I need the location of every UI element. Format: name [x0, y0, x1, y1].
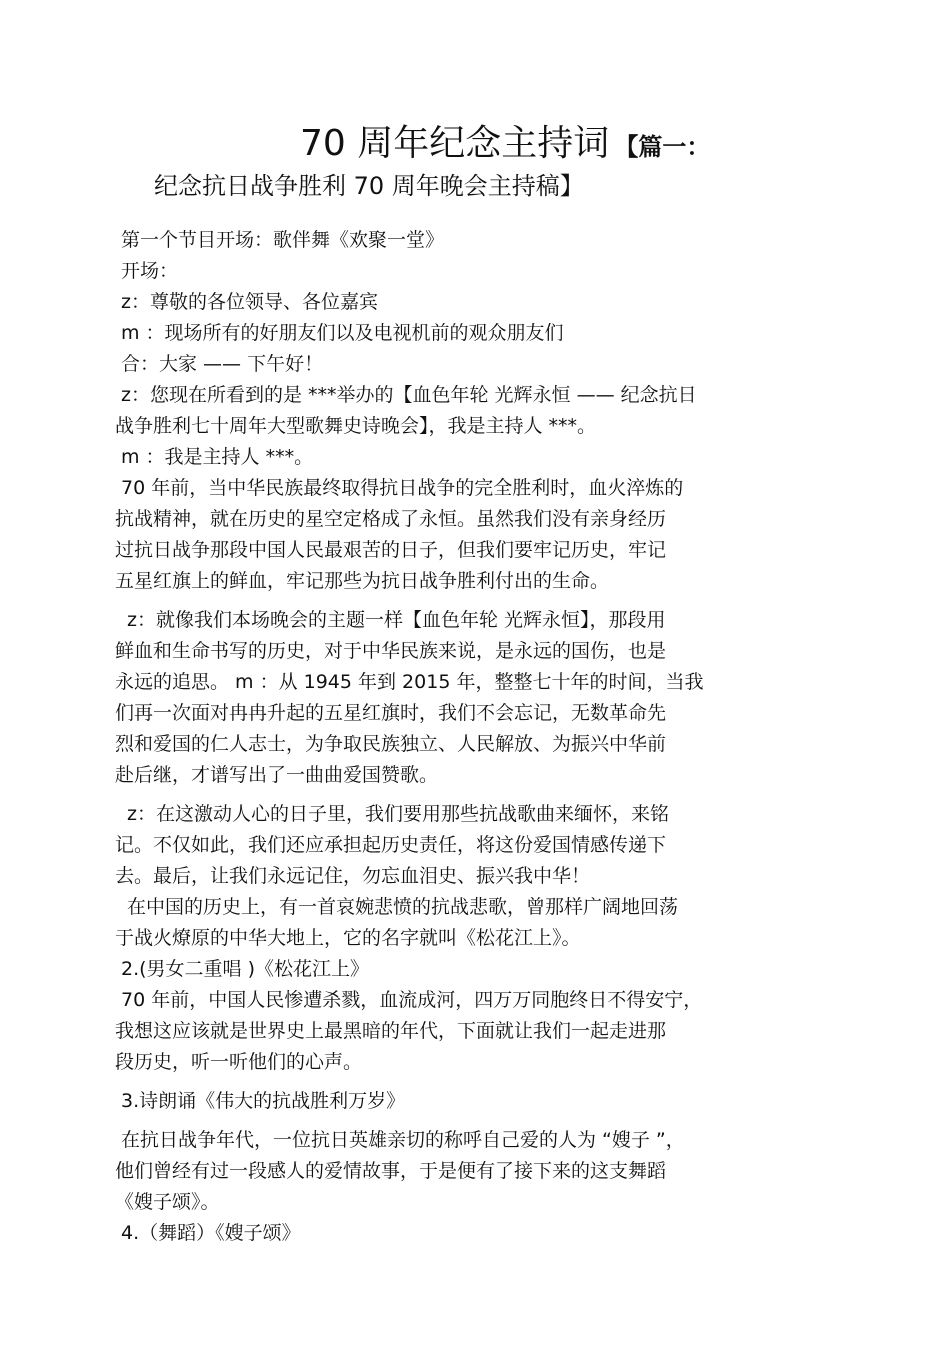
text-line: 于战火燎原的中华大地上，它的名字就叫《松花江上》。	[115, 927, 581, 949]
text-line: 过抗日战争那段中国人民最艰苦的日子，但我们要牢记历史，牢记	[115, 539, 667, 561]
text-line: m ：我是主持人 ***。	[121, 446, 314, 468]
text-line: 鲜血和生命书写的历史，对于中华民族来说，是永远的国伤，也是	[115, 640, 667, 662]
text-line: 在抗日战争年代，一位抗日英雄亲切的称呼自己爱的人为 “嫂子 ”，	[121, 1129, 685, 1151]
text-line: 段历史，听一听他们的心声。	[115, 1051, 363, 1073]
text-line: z：您现在所看到的是 ***举办的【血色年轮 光辉永恒 —— 纪念抗日	[121, 384, 697, 406]
text-line: z：在这激动人心的日子里，我们要用那些抗战歌曲来缅怀，来铭	[127, 803, 669, 825]
program-item: 2.(男女二重唱 )《松花江上》	[121, 958, 369, 980]
text-line: 五星红旗上的鲜血，牢记那些为抗日战争胜利付出的生命。	[115, 570, 610, 592]
text-line: m ：现场所有的好朋友们以及电视机前的观众朋友们	[121, 322, 564, 344]
text-line: 记。不仅如此，我们还应承担起历史责任，将这份爱国情感传递下	[115, 834, 667, 856]
text-line: 永远的追思。 m ：从 1945 年到 2015 年，整整七十年的时间，当我	[115, 671, 704, 693]
title-subtitle-start: 【篇一：	[614, 133, 711, 161]
text-line: 他们曾经有过一段感人的爱情故事，于是便有了接下来的这支舞蹈	[115, 1160, 667, 1182]
text-line: 抗战精神，就在历史的星空定格成了永恒。虽然我们没有亲身经历	[115, 508, 667, 530]
text-line: 我想这应该就是世界史上最黑暗的年代，下面就让我们一起走进那	[115, 1020, 667, 1042]
text-line: 烈和爱国的仁人志士，为争取民族独立、人民解放、为振兴中华前	[115, 733, 667, 755]
text-line: 赴后继，才谱写出了一曲曲爱国赞歌。	[115, 764, 439, 786]
text-line: 第一个节目开场：歌伴舞《欢聚一堂》	[121, 229, 445, 251]
text-line: 70 年前，当中华民族最终取得抗日战争的完全胜利时，血火淬炼的	[121, 477, 684, 499]
text-line: 合：大家 —— 下午好！	[121, 353, 324, 375]
text-line: 去。最后，让我们永远记住，勿忘血泪史、振兴我中华！	[115, 865, 591, 887]
text-line: z：就像我们本场晚会的主题一样【血色年轮 光辉永恒】，那段用	[127, 609, 666, 631]
title-main: 70 周年纪念主持词	[300, 123, 610, 164]
text-line: z：尊敬的各位领导、各位嘉宾	[121, 291, 378, 313]
text-line: 战争胜利七十周年大型歌舞史诗晚会】，我是主持人 ***。	[115, 415, 597, 437]
text-line: 开场：	[121, 260, 179, 282]
document-subtitle: 纪念抗日战争胜利 70 周年晚会主持稿】	[154, 172, 584, 200]
text-line: 在中国的历史上，有一首哀婉悲愤的抗战悲歌，曾那样广阔地回荡	[127, 896, 679, 918]
program-item: 4.（舞蹈）《嫂子颂》	[121, 1222, 301, 1244]
program-item: 3.诗朗诵《伟大的抗战胜利万岁》	[121, 1090, 406, 1112]
text-line: 70 年前，中国人民惨遭杀戮，血流成河，四万万同胞终日不得安宁，	[121, 989, 703, 1011]
text-line: 们再一次面对冉冉升起的五星红旗时，我们不会忘记，无数革命先	[115, 702, 667, 724]
text-line: 《嫂子颂》。	[115, 1191, 220, 1213]
document-body	[115, 225, 905, 1249]
